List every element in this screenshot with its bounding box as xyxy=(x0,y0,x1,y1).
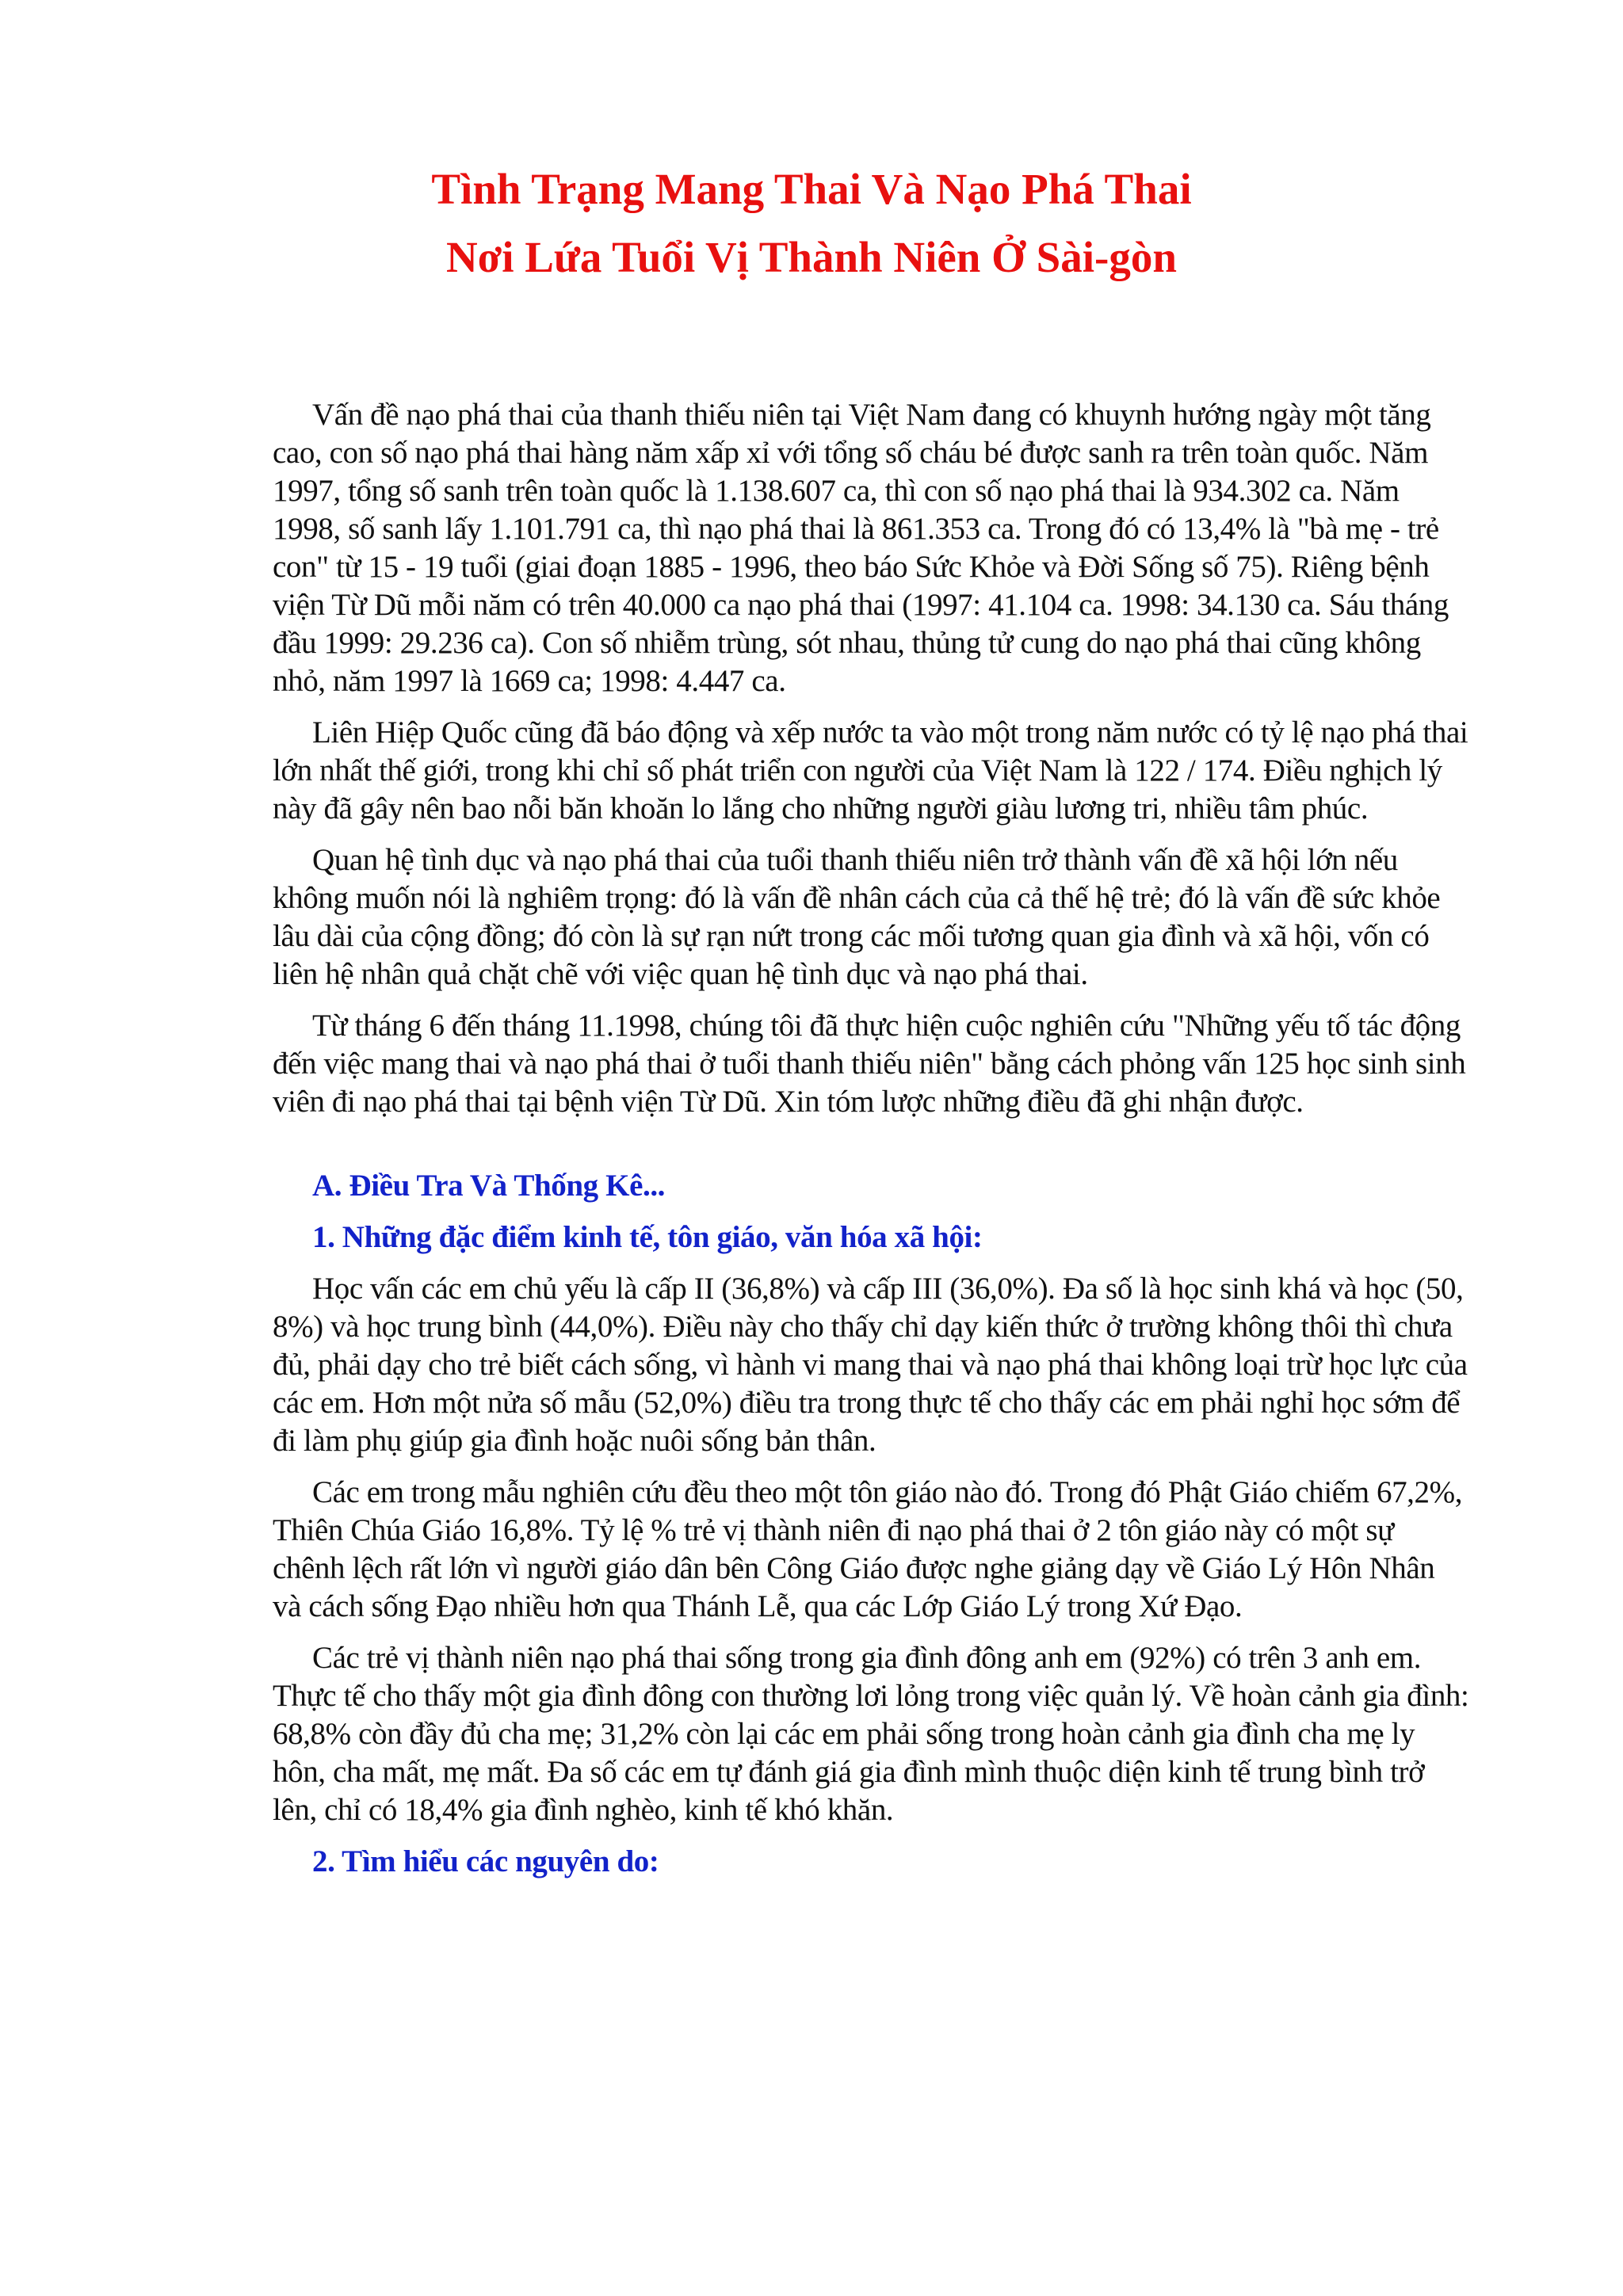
intro-paragraph-3: Quan hệ tình dục và nạo phá thai của tuổi thanh thiếu niên trở thành vấn đề xã hội lớn nếu không muốn nói là nghiêm trọng: đó là vấn đề nhân cách của cả thế hệ trẻ; đó là vấn đề sức khỏe lâu dài của cộng đồng; đó còn là sự rạn nứt trong các mối tương quan gia đình và xã hội, vốn có liên hệ nhân quả chặt chẽ với việc quan hệ tình dục và nạo phá thai. xyxy=(273,843,1441,991)
subsection-2-heading: 2. Tìm hiểu các nguyên do: xyxy=(312,1844,659,1878)
subsection-1-paragraph-1: Học vấn các em chủ yếu là cấp II (36,8%) và cấp III (36,0%). Đa số là học sinh khá và học (50, 8%) và học trung bình (44,0%). Điều này cho thấy chỉ dạy kiến thức ở trường không thôi thì chưa đủ, phải dạy cho trẻ biết cách sống, vì hành vi mang thai và nạo phá thai không loại trừ học lực của các em. Hơn một nửa số mẫu (52,0%) điều tra trong thực tế cho thấy các em phải nghỉ học sớm để đi làm phụ giúp gia đình hoặc nuôi sống bản thân. xyxy=(273,1272,1468,1458)
title-line-1: Tình Trạng Mang Thai Và Nạo Phá Thai xyxy=(431,165,1192,213)
subsection-1-paragraph-2: Các em trong mẫu nghiên cứu đều theo một tôn giáo nào đó. Trong đó Phật Giáo chiếm 67,2%, Thiên Chúa Giáo 16,8%. Tỷ lệ % trẻ vị thành niên đi nạo phá thai ở 2 tôn giáo này có một sự chênh lệch rất lớn vì người giáo dân bên Công Giáo được nghe giảng dạy về Giáo Lý Hôn Nhân và cách sống Đạo nhiều hơn qua Thánh Lễ, qua các Lớp Giáo Lý trong Xứ Đạo. xyxy=(273,1475,1463,1623)
title-line-2: Nơi Lứa Tuổi Vị Thành Niên Ở Sài-gòn xyxy=(446,233,1177,281)
document-body xyxy=(273,396,1469,1894)
intro-paragraph-2: Liên Hiệp Quốc cũng đã báo động và xếp nước ta vào một trong năm nước có tỷ lệ nạo phá thai lớn nhất thế giới, trong khi chỉ số phát triển con người của Việt Nam là 122 / 174. Điều nghịch lý này đã gây nên bao nỗi băn khoăn lo lắng cho những người giàu lương tri, nhiều tâm phúc. xyxy=(273,715,1468,826)
intro-paragraph-4: Từ tháng 6 đến tháng 11.1998, chúng tôi đã thực hiện cuộc nghiên cứu "Những yếu tố tác động đến việc mang thai và nạo phá thai ở tuổi thanh thiếu niên" bằng cách phỏng vấn 125 học sinh sinh viên đi nạo phá thai tại bệnh viện Từ Dũ. Xin tóm lược những điều đã ghi nhận được. xyxy=(273,1009,1466,1119)
document-title xyxy=(0,155,1623,292)
intro-paragraph-1: Vấn đề nạo phá thai của thanh thiếu niên tại Việt Nam đang có khuynh hướng ngày một tăng cao, con số nạo phá thai hàng năm xấp xỉ với tổng số cháu bé được sanh ra trên toàn quốc. Năm 1997, tổng số sanh trên toàn quốc là 1.138.607 ca, thì con số nạo phá thai là 934.302 ca. Năm 1998, số sanh lấy 1.101.791 ca, thì nạo phá thai là 861.353 ca. Trong đó có 13,4% là "bà mẹ - trẻ con" từ 15 - 19 tuổi (giai đoạn 1885 - 1996, theo báo Sức Khỏe và Đời Sống số 75). Riêng bệnh viện Từ Dũ mỗi năm có trên 40.000 ca nạo phá thai (1997: 41.104 ca. 1998: 34.130 ca. Sáu tháng đầu 1999: 29.236 ca). Con số nhiễm trùng, sót nhau, thủng tử cung do nạo phá thai cũng không nhỏ, năm 1997 là 1669 ca; 1998: 4.447 ca. xyxy=(273,398,1449,698)
subsection-1-heading: 1. Những đặc điểm kinh tế, tôn giáo, văn hóa xã hội: xyxy=(312,1220,983,1254)
section-a-heading: A. Điều Tra Và Thống Kê... xyxy=(312,1169,666,1203)
subsection-1-paragraph-3: Các trẻ vị thành niên nạo phá thai sống trong gia đình đông anh em (92%) có trên 3 anh em. Thực tế cho thấy một gia đình đông con thường lơi lỏng trong việc quản lý. Về hoàn cảnh gia đình: 68,8% còn đầy đủ cha mẹ; 31,2% còn lại các em phải sống trong hoàn cảnh gia đình cha mẹ ly hôn, cha mất, mẹ mất. Đa số các em tự đánh giá gia đình mình thuộc diện kinh tế trung bình trở lên, chỉ có 18,4% gia đình nghèo, kinh tế khó khăn. xyxy=(273,1641,1469,1827)
